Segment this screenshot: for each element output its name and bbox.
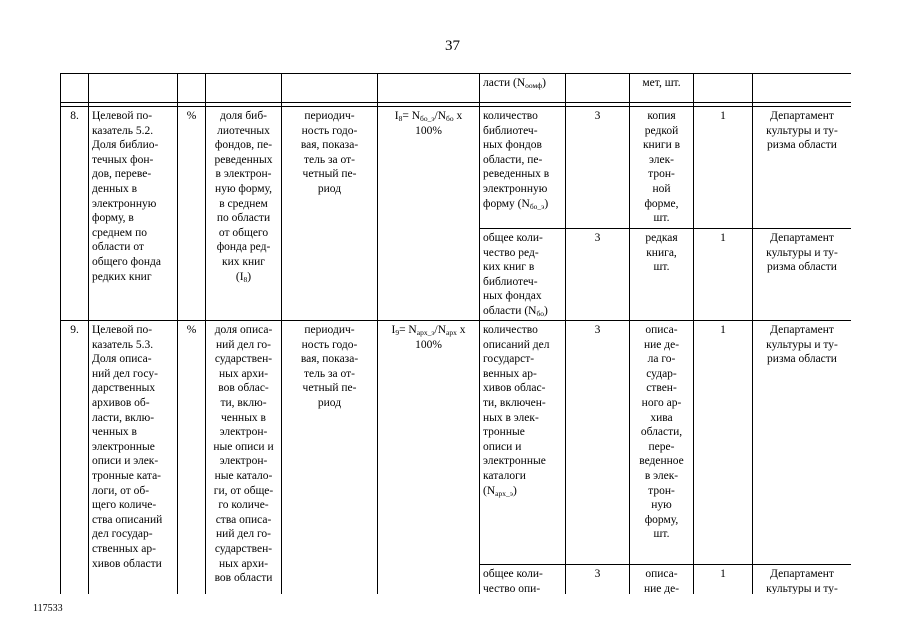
definition-cell: доля биб- лиотечных фондов, пе- реведенных в электрон- ную форму, в среднем по области от общего фонда ред- ких книг $(I_8)$ xyxy=(206,107,282,321)
continued-row xyxy=(61,74,852,103)
method-cell: 3 xyxy=(566,229,630,321)
page-number: 37 xyxy=(445,38,460,54)
department-cell: Департамент культуры и ту- xyxy=(753,565,852,595)
responsibility-code-cell: 1 xyxy=(694,321,753,565)
footer-code: 117533 xyxy=(33,603,63,614)
department-cell: Департамент культуры и ту- ризма области xyxy=(753,107,852,229)
table-row xyxy=(61,107,852,229)
unit-cell: % xyxy=(178,321,206,595)
unit-measure-cell: описа- ние де- ла го- судар- ствен- ного ар- хива области, пере- веденное в элек- трон- ную форму, шт. xyxy=(630,321,694,565)
table-row xyxy=(61,321,852,565)
formula-cell: $I_8= N_{бо\_э}/N_{бо}$ х 100% xyxy=(378,107,480,321)
unit-measure-cell: мет, шт. xyxy=(630,74,694,103)
department-cell: Департамент культуры и ту- ризма области xyxy=(753,321,852,565)
method-cell: 3 xyxy=(566,321,630,565)
indicator-name: Целевой по- казатель 5.3. Доля описа- ний дел госу- дарственных архивов об- ласти, вклю- ченных в электронные описи и элек- тронные ката- логи, от об- щего количе- ства описаний дел государ- ственных ар- хивов области xyxy=(89,321,178,595)
row-number: 8. xyxy=(61,107,89,321)
responsibility-code-cell: 1 xyxy=(694,107,753,229)
row-number: 9. xyxy=(61,321,89,595)
formula-cell: $I_9= N_{арх\_э}/N_{арх}$ х 100% xyxy=(378,321,480,595)
indicator-name: Целевой по- казатель 5.2. Доля библио- течных фон- дов, переве- денных в электронную форму, в среднем по области от общего фонда редких книг xyxy=(89,107,178,321)
unit-measure-cell: копия редкой книги в элек- трон- ной форме, шт. xyxy=(630,107,694,229)
basic-indicator-cell: общее коли- чество ред- ких книг в библиотеч- ных фондах области $(N_{бо})$ xyxy=(480,229,566,321)
periodicity-cell: периодич- ность годо- вая, показа- тель за от- четный пе- риод xyxy=(282,107,378,321)
basic-indicator-cell: ласти $(N_{оомф})$ xyxy=(480,74,566,103)
responsibility-code-cell: 1 xyxy=(694,565,753,595)
basic-indicator-cell: общее коли- чество опи- xyxy=(480,565,566,595)
method-cell: 3 xyxy=(566,107,630,229)
basic-indicator-cell: количество библиотеч- ных фондов области, пе- реведенных в электронную форму $(N_{бо\_э})$ xyxy=(480,107,566,229)
unit-measure-cell: редкая книга, шт. xyxy=(630,229,694,321)
unit-measure-cell: описа- ние де- xyxy=(630,565,694,595)
definition-cell: доля описа- ний дел го- сударствен- ных архи- вов облас- ти, вклю- ченных в электрон- ные описи и электрон- ные катало- ги, от обще- го количе- ства описа- ний дел го- сударствен- ных архи- вов области xyxy=(206,321,282,595)
department-cell: Департамент культуры и ту- ризма области xyxy=(753,229,852,321)
method-cell: 3 xyxy=(566,565,630,595)
basic-indicator-cell: количество описаний дел государст- венных ар- хивов облас- ти, включен- ных в элек- тронные описи и электронные каталоги $(N_{арх\_э})$ xyxy=(480,321,566,565)
periodicity-cell: периодич- ность годо- вая, показа- тель за от- четный пе- риод xyxy=(282,321,378,595)
indicator-table xyxy=(60,73,851,594)
responsibility-code-cell: 1 xyxy=(694,229,753,321)
unit-cell: % xyxy=(178,107,206,321)
